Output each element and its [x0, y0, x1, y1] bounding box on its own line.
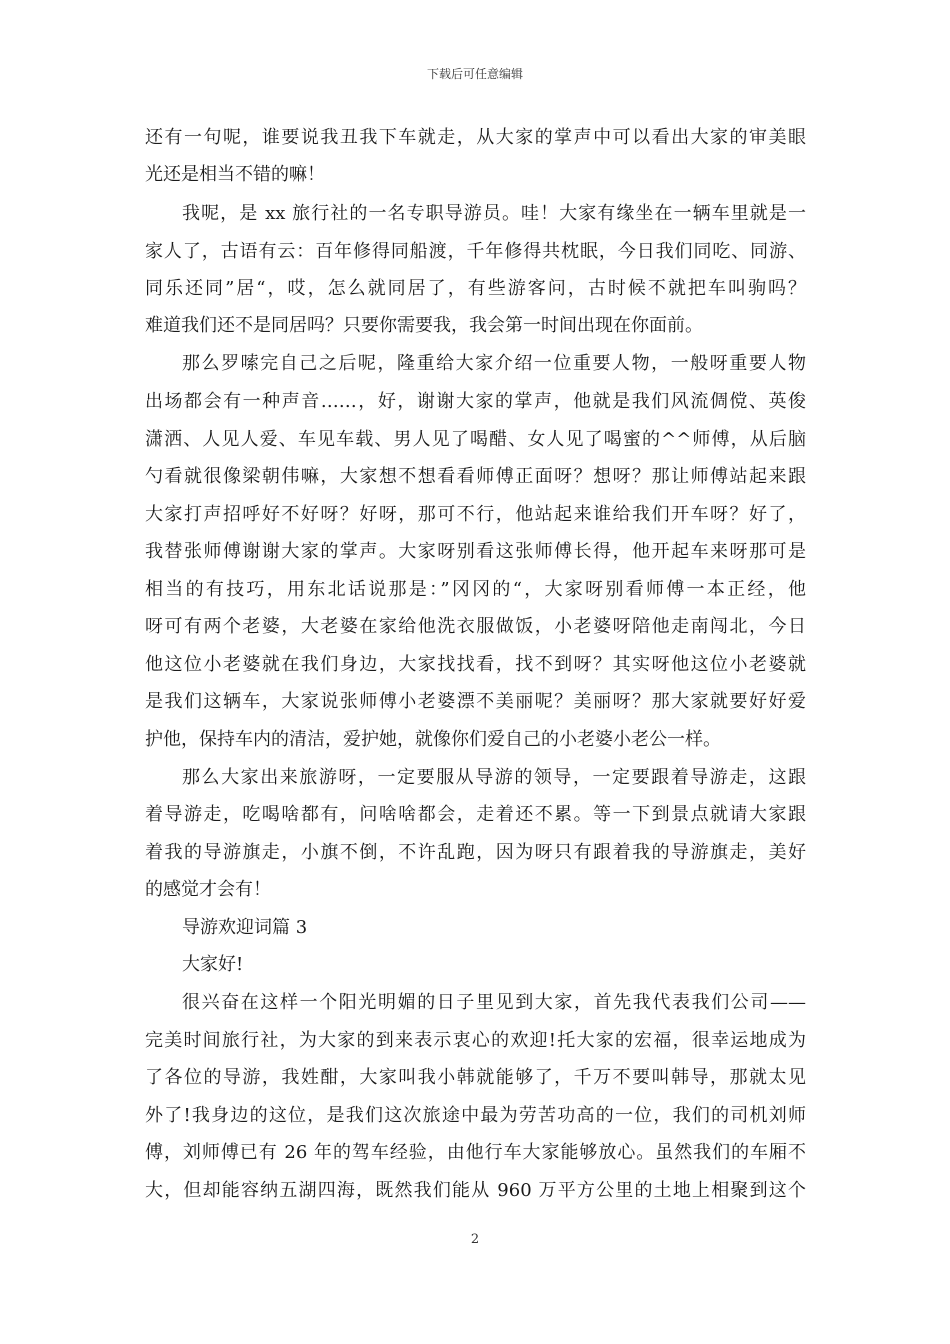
text-line-content: 同乐还同”居“，哎，怎么就同居了，有些游客问，古时候不就把车叫驹吗？ [145, 278, 806, 299]
text-line-content: 完美时间旅行社，为大家的到来表示衷心的欢迎!托大家的宏福，很幸运地成为 [145, 1030, 806, 1051]
text-line-content: 我替张师傅谢谢大家的掌声。大家呀别看这张师傅长得，他开起车来呀那可是 [145, 541, 806, 562]
text-line-content: 潇洒、人见人爱、车见车载、男人见了喝醋、女人见了喝蜜的^^师傅，从后脑 [145, 429, 806, 450]
page-number: 2 [470, 1232, 480, 1247]
text-line-content: 还有一句呢，谁要说我丑我下车就走，从大家的掌声中可以看出大家的审美眼 [145, 127, 806, 148]
text-line-content: 大，但却能容纳五湖四海，既然我们能从 960 万平方公里的土地上相聚到这个 [145, 1180, 806, 1201]
text-line-content: 他这位小老婆就在我们身边，大家找找看，找不到呀？其实呀他这位小老婆就 [145, 654, 806, 675]
text-line-content: 那么大家出来旅游呀，一定要服从导游的领导，一定要跟着导游走，这跟 [182, 767, 806, 788]
text-line-content: 外了!我身边的这位，是我们这次旅途中最为劳苦功高的一位，我们的司机刘师 [145, 1105, 806, 1126]
text-line-content: 很兴奋在这样一个阳光明媚的日子里见到大家，首先我代表我们公司—— [182, 992, 806, 1013]
text-line-content: 家人了，古语有云：百年修得同船渡，千年修得共枕眠，今日我们同吃、同游、 [145, 241, 806, 262]
text-line-content: 着我的导游旗走，小旗不倒，不许乱跑，因为呀只有跟着我的导游旗走，美好 [145, 842, 806, 863]
text-line-content: 勺看就很像梁朝伟嘛，大家想不想看看师傅正面呀？想呀？那让师傅站起来跟 [145, 466, 806, 487]
text-line-content: 了各位的导游，我姓酣，大家叫我小韩就能够了，千万不要叫韩导，那就太见 [145, 1067, 806, 1088]
text-line-content: 那么罗嗦完自己之后呢，隆重给大家介绍一位重要人物，一般呀重要人物 [182, 353, 806, 374]
text-line-content: 大家好! [182, 954, 244, 975]
text-line-content: 傅，刘师傅已有 26 年的驾车经验，由他行车大家能够放心。虽然我们的车厢不 [145, 1142, 806, 1163]
text-line-content: 我呢，是 xx 旅行社的一名专职导游员。哇！大家有缘坐在一辆车里就是一 [182, 203, 806, 224]
text-line-content: 相当的有技巧，用东北话说那是：”冈冈的“，大家呀别看师傅一本正经，他 [145, 579, 806, 600]
text-line-content: 是我们这辆车，大家说张师傅小老婆漂不美丽呢？美丽呀？那大家就要好好爱 [145, 691, 806, 712]
text-line-content: 的感觉才会有！ [145, 879, 271, 900]
text-line-content: 护他，保持车内的清洁，爱护她，就像你们爱自己的小老婆小老公一样。 [145, 729, 721, 750]
text-line-content: 呀可有两个老婆，大老婆在家给他洗衣服做饭，小老婆呀陪他走南闯北，今日 [145, 616, 806, 637]
text-line-content: 大家打声招呼好不好呀？好呀，那可不行，他站起来谁给我们开车呀？好了， [145, 504, 806, 525]
text-line-content: 着导游走，吃喝啥都有，问啥啥都会，走着还不累。等一下到景点就请大家跟 [145, 804, 806, 825]
text-line-content: 出场都会有一种声音……，好，谢谢大家的掌声，他就是我们风流倜傥、英俊 [145, 391, 806, 412]
page-header-note: 下载后可任意编辑 [426, 67, 523, 81]
text-line-content: 难道我们还不是同居吗？只要你需要我，我会第一时间出现在你面前。 [145, 315, 703, 336]
text-line-content: 光还是相当不错的嘛！ [145, 164, 325, 185]
text-line-content: 导游欢迎词篇 3 [182, 917, 308, 938]
